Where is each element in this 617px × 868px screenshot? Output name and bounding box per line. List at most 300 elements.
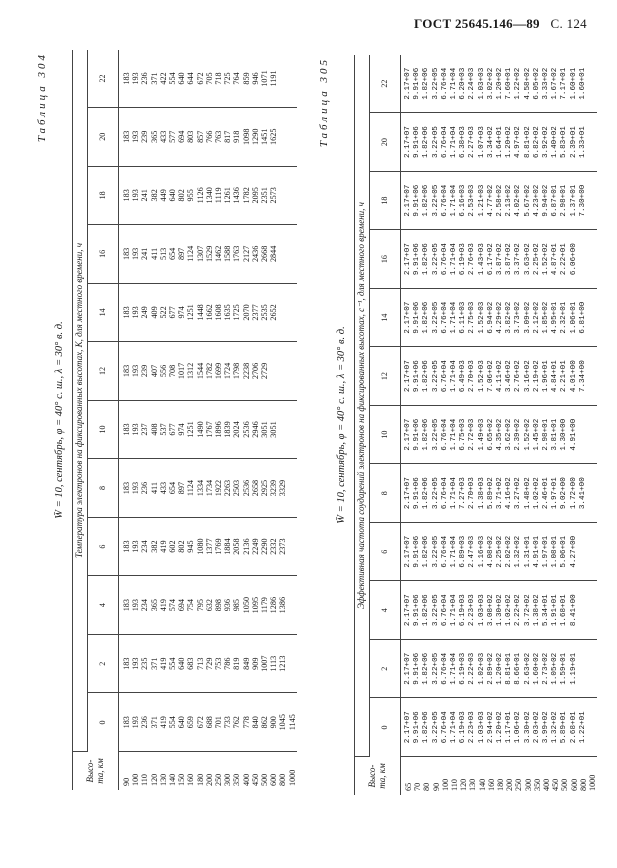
value-cell: 1.97+01 [551,477,560,510]
value-cell: 1.82+06 [422,243,431,276]
value-cell: 2436 [250,245,260,263]
value-cell: 419 [158,657,168,670]
value-cell: 1588 [223,245,233,263]
value-cell: 3.81+01 [551,418,560,451]
value-cell: 1.37+01 [569,184,578,217]
value-cell: 237 [140,423,150,436]
value-cell: 4.58+02 [523,67,532,100]
value-cell: 754 [186,599,196,612]
value-cell: 2.70+03 [468,360,477,393]
value-cell: 1.82+06 [422,711,431,744]
height-cell: 130 [468,778,478,791]
value-cell: 7.17+01 [560,67,569,100]
value-column [119,342,297,401]
height-cell: 110 [140,774,150,786]
value-cell: 640 [168,189,178,202]
value-cell: 2.22+01 [560,243,569,276]
value-cell: 1126 [195,187,205,204]
value-cell: 422 [158,72,168,85]
value-cell: 8.81+02 [523,126,532,159]
value-cell: 9.91+06 [413,301,422,334]
value-cell: 5.89+01 [560,711,569,744]
value-cell: 2.13+02 [505,184,514,217]
value-cell: 654 [168,481,178,495]
value-cell: 3.87+02 [505,243,514,276]
value-cell: 778 [241,716,251,729]
standard-number: ГОСТ 25645.146—89 [413,16,540,31]
value-cell: 6.76+04 [440,243,449,276]
value-cell: 659 [186,716,196,729]
value-cell: 6.11+03 [459,301,468,334]
value-cell: 1.59+01 [560,652,569,685]
value-cell: 183 [122,189,131,202]
height-column-header: Высо-та, км [73,752,119,791]
value-column [401,171,598,230]
value-cell: 2.17+07 [404,418,412,451]
value-cell: 5.34+01 [542,594,551,627]
value-cell: 1.71+04 [450,301,459,334]
value-cell: 365 [149,599,159,612]
value-cell: 2.76+02 [514,360,523,393]
value-cell: 2.58+02 [496,184,505,217]
value-cell: 1.82+06 [422,360,431,393]
value-cell: 2.70+03 [468,477,477,510]
value-cell: 2.02+02 [505,535,514,568]
height-cell: 250 [214,773,224,786]
value-cell: 6.19+03 [459,243,468,276]
value-cell: 9.91+06 [413,126,422,159]
value-cell: 3.63+02 [523,243,532,276]
value-cell: 1312 [186,362,196,380]
value-cell: 2.25+02 [532,243,541,276]
value-cell: 1145 [287,714,297,731]
value-cell: 1050 [241,596,251,614]
value-cell: 753 [214,657,224,670]
value-column [401,464,598,523]
value-cell: 672 [195,72,205,85]
page-number: С. 124 [550,16,587,31]
value-cell: 193 [131,189,141,202]
value-cell: 1.71+04 [450,67,459,100]
value-cell: 2.17+07 [404,711,412,744]
value-cell: 1.71+04 [450,652,459,685]
value-cell: 1529 [204,245,214,263]
value-cell: 2290 [260,538,270,555]
value-cell: 2652 [269,304,279,321]
value-cell: 3.08+02 [486,594,495,627]
value-cell: 6.06+00 [569,243,578,276]
height-cell: 350 [232,773,242,786]
value-cell: 764 [232,72,242,85]
value-cell: 1124 [186,245,196,262]
value-cell: 1798 [232,362,242,380]
value-column [401,698,598,757]
value-column [401,639,598,698]
value-cell: 795 [195,599,205,612]
value-cell: 725 [223,72,233,85]
value-column [119,225,297,284]
value-cell: 9.91+06 [413,67,422,100]
hour-header: 20 [370,113,401,172]
group-title: Температура электронов на фиксированных высотах, К, для местного времени, ч [73,50,88,752]
value-cell: 6.38+03 [459,126,468,159]
value-cell: 5.83+01 [560,126,569,159]
hour-header: 18 [88,166,119,225]
value-cell: 1119 [214,187,224,204]
value-cell: 2351 [260,187,270,204]
value-cell: 1.71+04 [450,594,459,627]
value-cell: 900 [269,716,279,729]
value-cell: 2.25+02 [496,535,505,568]
value-cell: 4.01+00 [569,360,578,393]
value-cell: 1.71+04 [450,126,459,159]
value-cell: 9.91+06 [413,243,422,276]
value-cell: 1763 [232,245,242,263]
value-cell: 5.06+01 [560,535,569,568]
height-cell: 140 [477,778,487,791]
value-cell: 859 [241,72,251,85]
value-cell: 2263 [223,479,233,497]
value-cell: 2.46+01 [542,477,551,510]
value-cell: 4.23+02 [532,184,541,217]
value-cell: 1.52+03 [477,360,486,393]
value-column [119,634,297,693]
height-cell: 150 [177,773,187,786]
value-cell: 2.98+01 [542,418,551,451]
value-cell: 2.75+03 [468,301,477,334]
hour-header: 22 [88,50,119,107]
value-cell: 1.22+01 [578,711,587,744]
value-cell: 193 [131,423,141,436]
value-cell: 2.23+03 [468,594,477,627]
value-cell: 1.07+03 [477,126,486,159]
value-cell: 1.38+02 [532,594,541,627]
value-cell: 1191 [269,70,279,87]
value-cell: 235 [140,657,150,670]
height-cell: 120 [459,778,469,791]
value-cell: 1.49+03 [477,418,486,451]
value-cell: 1.20+02 [505,126,514,159]
value-cell: 4.16+02 [505,477,514,510]
value-cell: 6.76+04 [440,184,449,217]
value-column [119,283,297,342]
data-table [354,55,597,795]
value-cell: 2.17+07 [404,535,412,568]
value-cell: 9.02+00 [560,477,569,510]
table-304-block [36,50,299,790]
value-cell: 1213 [278,655,288,672]
value-cell: 1290 [250,128,260,145]
table-305-block [318,55,598,795]
height-cell: 800 [278,773,288,786]
value-cell: 2668 [260,245,270,263]
hour-header: 18 [370,171,401,230]
value-cell: 2.21+01 [560,360,569,393]
value-cell: 554 [168,716,178,729]
value-cell: 2.39+01 [569,126,578,159]
value-cell: 1.19+01 [569,652,578,685]
value-cell: 1436 [232,187,242,204]
value-cell: 3.22+05 [431,301,440,334]
value-cell: 4.11+02 [496,360,505,393]
value-cell: 849 [241,657,251,670]
value-cell: 365 [149,130,159,143]
value-cell: 1017 [177,362,187,380]
page-header [414,16,587,32]
value-column [401,522,598,581]
value-cell: 2.17+07 [404,243,412,276]
value-cell: 2925 [260,479,270,497]
height-cell: 130 [158,773,168,786]
value-cell: 3.22+05 [431,594,440,627]
hour-header: 8 [88,459,119,518]
value-cell: 936 [223,599,233,612]
value-cell: 918 [232,130,242,143]
value-cell: 2332 [269,538,279,555]
value-cell: 1.60+02 [532,652,541,685]
value-cell: 1.03+03 [477,594,486,627]
value-cell: 2.72+03 [468,418,477,451]
value-cell: 193 [131,247,141,260]
value-cell: 407 [149,364,159,378]
value-cell: 1.52+02 [542,243,551,276]
hour-header: 0 [88,693,119,752]
value-cell: 2.73+02 [542,652,551,685]
value-cell: 683 [186,657,196,670]
value-cell: 183 [122,540,131,553]
value-cell: 1.02+02 [505,594,514,627]
value-column [119,400,297,459]
value-cell: 2503 [232,479,242,497]
value-cell: 183 [122,716,131,729]
height-cell: 180 [496,778,506,791]
value-cell: 6.76+04 [440,711,449,744]
value-cell: 1.60+01 [569,67,578,100]
value-cell: 713 [195,657,205,670]
value-cell: 2.89+02 [486,652,495,685]
value-cell: 1.02+03 [477,652,486,685]
value-cell: 654 [168,247,178,260]
height-column [401,757,598,796]
value-cell: 909 [250,657,260,670]
value-cell: 897 [177,481,187,495]
value-cell: 371 [149,716,159,729]
height-cell: 160 [186,773,196,786]
value-cell: 3.22+05 [431,535,440,568]
hour-header: 12 [88,342,119,401]
value-cell: 3.22+05 [431,477,440,510]
value-cell: 701 [214,716,224,729]
value-cell: 2.17+07 [404,652,412,685]
value-cell: 2.53+03 [468,184,477,217]
hour-header: 16 [370,230,401,289]
value-cell: 1625 [269,128,279,145]
value-cell: 6.19+03 [459,711,468,744]
hour-header: 6 [88,517,119,576]
value-cell: 640 [177,657,187,670]
value-cell: 1.71+04 [450,477,459,510]
value-cell: 2.47+03 [468,535,477,568]
value-cell: 1045 [278,714,288,731]
value-cell: 4.95+01 [551,301,560,334]
value-cell: 236 [140,716,150,729]
value-cell: 2.98+01 [560,184,569,217]
value-cell: 6.17+02 [486,243,495,276]
value-cell: 1.97+01 [542,535,551,568]
value-cell: 6.76+04 [440,535,449,568]
value-cell: 2127 [241,245,251,263]
value-cell: 419 [158,716,168,729]
value-cell: 6.76+04 [440,301,449,334]
hour-header: 0 [370,698,401,757]
value-cell: 4.77+02 [486,184,495,217]
value-cell: 1.03+03 [477,711,486,744]
value-cell: 249 [140,306,150,319]
height-cell: 100 [131,773,141,786]
value-cell: 1.20+02 [496,711,505,744]
value-cell: 371 [149,72,159,85]
hour-header: 10 [370,405,401,464]
hour-header: 4 [370,581,401,640]
value-cell: 1767 [204,421,214,438]
value-cell: 2.23+03 [468,711,477,744]
value-cell: 6.19+03 [459,652,468,685]
value-cell: 1.03+03 [477,67,486,100]
height-cell: 400 [542,778,552,791]
value-cell: 2.94+02 [486,711,495,744]
height-cell: 90 [122,777,131,786]
value-cell: 786 [223,657,233,670]
value-cell: 3.02+02 [486,67,495,100]
value-cell: 513 [158,247,168,260]
value-cell: 382 [149,540,159,553]
value-cell: 239 [140,364,150,378]
value-cell: 7.34+00 [578,360,587,393]
value-cell: 2536 [241,421,251,438]
value-cell: 3.22+05 [431,243,440,276]
value-cell: 4.02+02 [514,184,523,217]
value-cell: 1.68+01 [560,594,569,627]
value-cell: 3.87+02 [496,243,505,276]
height-cell: 140 [168,773,178,786]
value-cell: 3.73+02 [514,301,523,334]
value-cell: 718 [214,72,224,85]
value-cell: 1.71+04 [450,418,459,451]
value-cell: 6.89+03 [459,535,468,568]
value-cell: 411 [149,482,159,495]
value-cell: 2.12+02 [532,301,541,334]
value-cell: 234 [140,599,150,612]
value-cell: 183 [122,657,131,670]
value-cell: 433 [158,130,168,143]
value-cell: 1.71+04 [450,711,459,744]
hour-header: 14 [370,288,401,347]
value-cell: 2.24+03 [468,67,477,100]
value-cell: 382 [149,189,159,202]
hour-header: 10 [88,400,119,459]
value-cell: 3.33+02 [542,67,551,100]
value-cell: 4.84+01 [551,360,560,393]
value-cell: 3.72+02 [523,594,532,627]
value-cell: 3.09+02 [523,301,532,334]
value-cell: 183 [122,364,131,378]
value-cell: 2.17+07 [404,594,412,627]
height-cell: 250 [514,778,524,791]
value-cell: 2.19+02 [532,360,541,393]
value-cell: 241 [140,247,150,260]
value-cell: 193 [131,481,141,495]
value-cell: 632 [204,599,214,612]
value-cell: 862 [260,716,270,729]
height-cell: 120 [149,773,159,786]
value-cell: 408 [149,423,159,436]
value-cell: 766 [204,130,214,143]
value-cell: 1.64+01 [496,126,505,159]
value-cell: 3.41+00 [578,477,587,510]
hour-header: 16 [88,225,119,284]
value-cell: 234 [140,540,150,553]
height-cell: 1000 [588,774,598,791]
value-cell: 1.82+06 [422,477,431,510]
value-cell: 9.91+06 [413,652,422,685]
value-cell: 1.67+02 [551,67,560,100]
value-cell: 2.17+07 [404,184,412,217]
value-column [119,50,297,107]
height-cell: 200 [204,773,214,786]
value-cell: 1.82+06 [422,301,431,334]
value-cell: 419 [158,599,168,612]
value-cell: 433 [158,481,168,495]
value-cell: 4.08+02 [486,535,495,568]
value-cell: 1544 [195,362,205,380]
value-column [119,459,297,518]
value-cell: 640 [177,716,187,729]
height-cell: 160 [486,778,496,791]
height-cell: 70 [413,782,423,791]
value-cell: 6.76+04 [440,126,449,159]
value-cell: 762 [232,716,242,729]
value-cell: 705 [204,72,214,85]
height-cell: 800 [578,778,588,791]
value-column [401,405,598,464]
hour-header: 6 [370,522,401,581]
value-cell: 2.39+02 [514,418,523,451]
value-cell: 577 [168,130,178,143]
value-cell: 1.52+02 [523,418,532,451]
value-cell: 1.31+01 [523,535,532,568]
value-cell: 1608 [214,304,224,321]
value-cell: 1.05+02 [551,652,560,685]
hour-header: 2 [370,639,401,698]
value-cell: 1.21+03 [477,184,486,217]
value-cell: 3.22+05 [431,67,440,100]
value-cell: 3239 [269,479,279,497]
value-cell: 840 [250,716,260,729]
height-cell: 500 [560,778,570,791]
value-cell: 1.82+06 [422,594,431,627]
value-cell: 733 [223,716,233,729]
value-cell: 3.82+02 [505,301,514,334]
value-cell: 9.91+06 [413,594,422,627]
value-cell: 7.27+03 [459,477,468,510]
hour-header: 20 [88,107,119,166]
value-cell: 556 [158,364,168,378]
value-cell: 1.71+04 [450,535,459,568]
value-cell: 1.20+02 [496,652,505,685]
height-cell: 1000 [287,769,297,786]
value-cell: 1007 [260,655,270,672]
value-cell: 6.87+01 [551,184,560,217]
